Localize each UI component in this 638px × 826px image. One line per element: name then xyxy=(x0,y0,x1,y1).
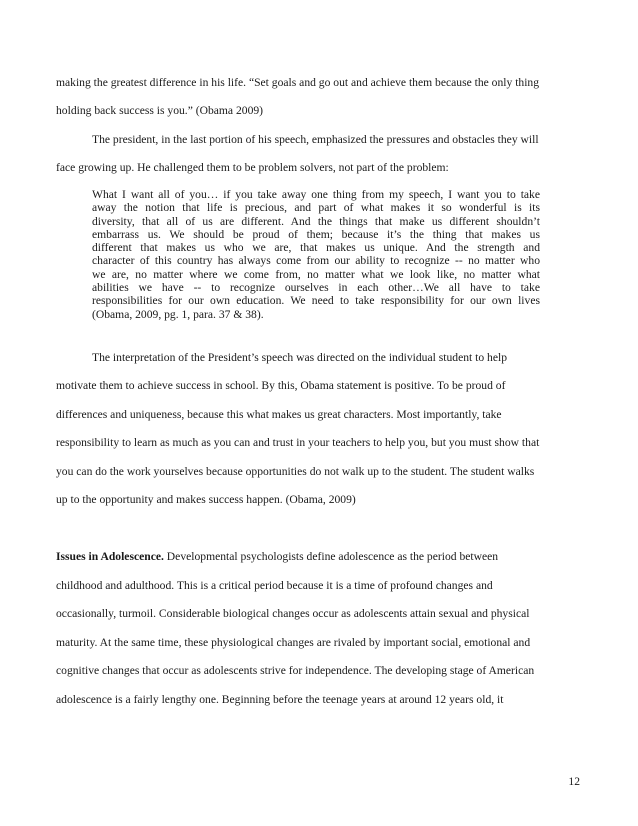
quote-line: character of this country has always come from our ability to recognize -- no matter who xyxy=(92,254,540,268)
body-text-line: face growing up. He challenged them to be problem solvers, not part of the problem: xyxy=(56,161,449,174)
body-text-line: occasionally, turmoil. Considerable biological changes occur as adolescents attain sexual and physical xyxy=(56,607,530,620)
quote-line: we are, no matter where we come from, no matter what we look like, no matter what xyxy=(92,267,540,281)
body-text-line: cognitive changes that occur as adolescents strive for independence. The developing stage of American xyxy=(56,664,535,677)
quote-line: abilities we have -- to recognize ourselves in each other…We all have to take xyxy=(92,281,540,295)
body-text-line: childhood and adulthood. This is a critical period because it is a time of profound changes and xyxy=(56,579,493,592)
quote-line: diversity, that all of us are different. And the things that make us different shouldn’t xyxy=(92,214,540,228)
block-quote xyxy=(92,188,540,321)
section-first-line xyxy=(56,550,582,564)
body-text-line: holding back success is you.” (Obama 2009) xyxy=(56,104,264,117)
body-text-line: maturity. At the same time, these physiological changes are rivaled by important social, emotional and xyxy=(56,636,531,649)
quote-line: different that makes us who we are, that makes us unique. And the strength and xyxy=(92,241,540,255)
body-text-line: making the greatest difference in his life. “Set goals and go out and achieve them because the only thing xyxy=(56,76,540,89)
section-heading: Issues in Adolescence. xyxy=(56,550,164,563)
quote-line: responsibilities for our own education. We need to take responsibility for our own lives xyxy=(92,294,540,308)
section-first-line-text: Developmental psychologists define adolescence as the period between xyxy=(163,550,499,563)
quote-line: away the notion that life is precious, and part of what makes it so wonderful is its xyxy=(92,201,540,215)
body-text-line: adolescence is a fairly lengthy one. Beginning before the teenage years at around 12 years old, it xyxy=(56,693,504,706)
quote-line: What I want all of you… if you take away one thing from my speech, I want you to take xyxy=(92,188,540,201)
body-text-line: motivate them to achieve success in school. By this, Obama statement is positive. To be proud of xyxy=(56,379,506,392)
body-text-line: responsibility to learn as much as you can and trust in your teachers to help you, but you must show that xyxy=(56,436,540,449)
body-text-line: The president, in the last portion of his speech, emphasized the pressures and obstacles they will xyxy=(92,133,539,146)
page-number: 12 xyxy=(568,775,580,788)
body-text-line: up to the opportunity and makes success happen. (Obama, 2009) xyxy=(56,493,356,506)
body-text-line: you can do the work yourselves because opportunities do not walk up to the student. The student walks xyxy=(56,465,535,478)
body-text-line: The interpretation of the President’s speech was directed on the individual student to help xyxy=(92,351,508,364)
quote-line: (Obama, 2009, pg. 1, para. 37 & 38). xyxy=(92,307,264,321)
quote-line: embarrass us. We should be proud of them; because it’s the thing that makes us xyxy=(92,227,540,241)
body-text-line: differences and uniqueness, because this what makes us great characters. Most importantly, take xyxy=(56,408,502,421)
